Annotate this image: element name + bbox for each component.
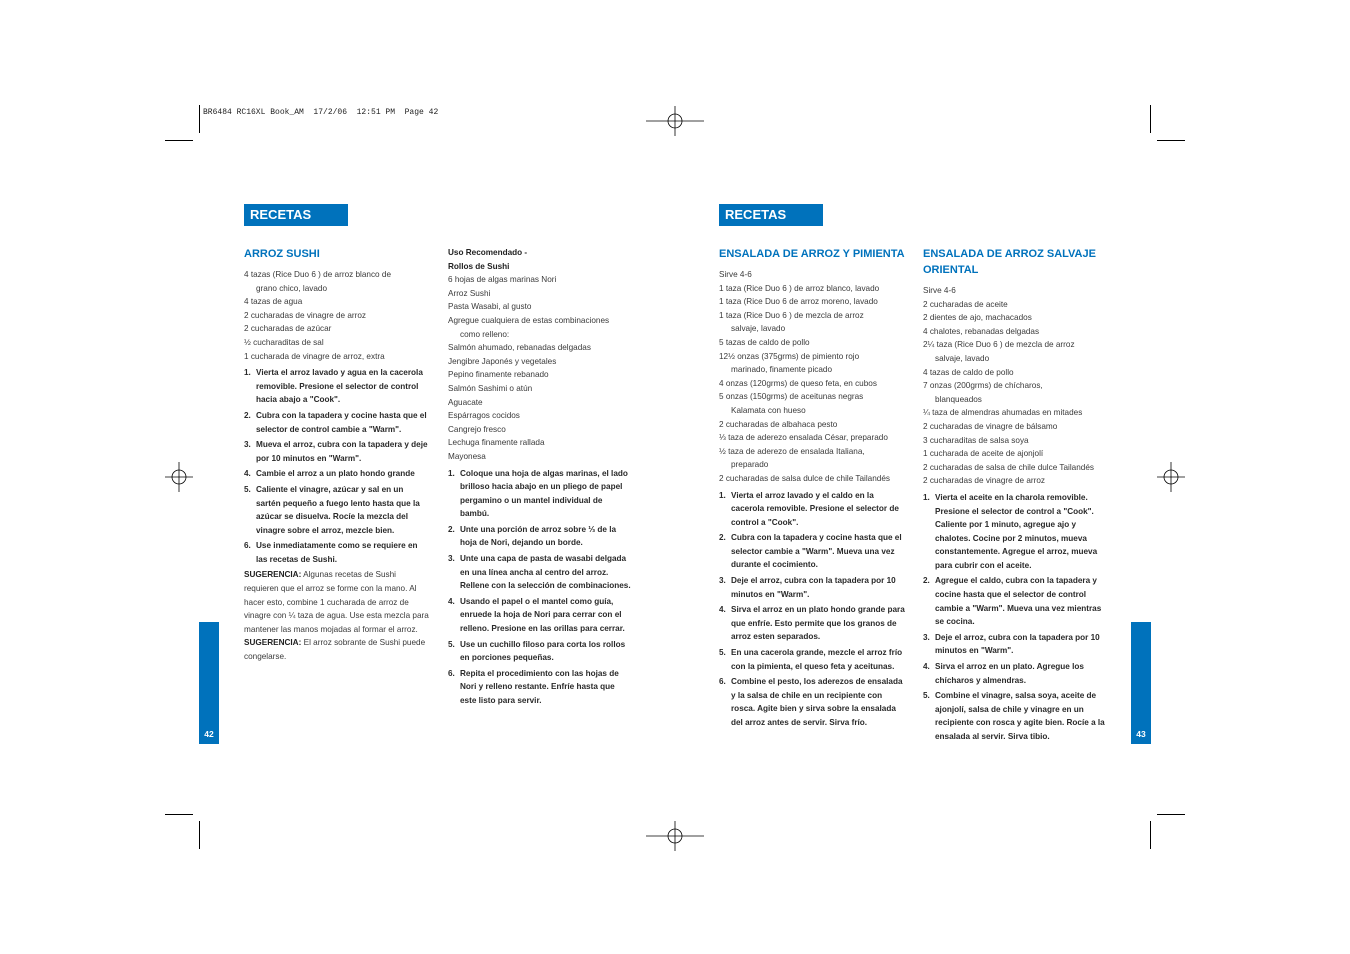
ingredient: Pasta Wasabi, al gusto [448,302,532,312]
step: 6. Combine el pesto, los aderezos de ensalada y la salsa de chile en un recipiente con rosca. Agite bien y sirva sobre la ensalada del arroz antes de servir. Sirva frío. [719,677,903,727]
step: 4. Sirva el arroz en un plato hondo grande para que enfríe. Esto permite que los granos de arroz esten separados. [719,605,905,642]
crop-mark [1157,814,1185,815]
step: 4. Sirva el arroz en un plato. Agregue los chícharos y almendras. [923,662,1084,685]
crop-mark [199,821,200,849]
ingredient: Espárragos cocidos [448,411,520,421]
step: 4. Usando el papel o el mantel como guía, enruede la hoja de Nori para cerrar con el relleno. Presione en las orillas para cerrar. [448,596,625,634]
crop-mark [1150,105,1151,133]
ingredient: Sirve 4-6 [719,270,752,279]
crop-mark [1150,821,1151,849]
ingredient: salvaje, lavado [731,324,786,334]
recipe-ensalada-salvaje [923,246,1109,746]
step: 5. En una cacerola grande, mezcle el arroz frío con la pimienta, el queso feta y aceitunas. [719,648,903,671]
ingredient: Jengibre Japonés y vegetales [448,356,557,366]
step: 3. Unte una capa de pasta de wasabi delgada en una línea ancha al centro del arroz. Rellene con la selección de combinaciones. [448,554,631,591]
ingredient: 2 cucharadas de azúcar [244,324,332,334]
step: 4. Cambie el arroz a un plato hondo grande [244,469,415,479]
ingredient: Lechuga finamente rallada [448,438,545,448]
step: 1. Coloque una hoja de algas marinas, el lado brilloso hacia abajo en un pliego de papel pergamino o un mantel individual de bambú. [448,468,628,519]
ingredient: Salmón ahumado, rebanadas delgadas [448,343,591,353]
page-sidebar [1131,622,1151,744]
ingredient: 6 hojas de algas marinas Nori [448,275,557,285]
ingredient: 7 onzas (200grms) de chícharos, [923,381,1043,391]
ingredient: Salmón Sashimi o atún [448,383,533,393]
ingredient: ½ cucharaditas de sal [244,337,324,347]
ingredient: 3 cucharaditas de salsa soya [923,435,1029,445]
ingredient: 2¼ taza (Rice Duo 6 ) de mezcla de arroz [923,340,1075,350]
ingredient: 2 dientes de ajo, machacados [923,313,1032,323]
ingredient: 12½ onzas (375grms) de pimiento rojo [719,351,860,361]
recipe-title: ENSALADA DE ARROZ Y PIMIENTA [719,248,905,260]
step: 3. Mueva el arroz, cubra con la tapadera y deje por 10 minutos en "Warm". [244,440,428,463]
ingredient: Arroz Sushi [448,288,491,298]
recipe-rollos-sushi [448,246,632,710]
registration-mark-icon [646,106,704,136]
ingredient: 1 taza (Rice Duo 6 ) de arroz blanco, lavado [719,283,880,293]
ingredient-list [448,273,632,463]
ingredient: 4 tazas de caldo de pollo [923,367,1014,377]
recipe-subtitle: Uso Recomendado - [448,248,528,257]
crop-mark [165,140,193,141]
tip: SUGERENCIA: Algunas recetas de Sushi requieren que el arroz se forme con la mano. Al hacer esto, combine 1 cucharada de arroz de vinagre con ¼ taza de agua. Use esta mezcla para mantener las manos mojadas al formar el arroz. [244,570,429,634]
ingredient: Sirve 4-6 [923,286,956,295]
ingredient-list [244,268,429,363]
ingredient: 1 cucharada de vinagre de arroz, extra [244,351,385,361]
ingredient: ½ taza de aderezo de ensalada Italiana, [719,446,865,456]
ingredient: 2 cucharadas de vinagre de arroz [244,310,366,320]
step: 3. Deje el arroz, cubra con la tapadera por 10 minutos en "Warm". [923,632,1100,656]
section-banner: RECETAS cont [719,204,823,226]
step: 1. Vierta el aceite en la charola removible. Presione el selector de control a "Cook". Caliente por 1 minuto, agregue ajo y chalotes. Cocine por 2 minutos, mueva constantemente. Agregue el arroz, mueva para cubrir con el aceite. [923,492,1098,570]
step: 6. Repita el procedimiento con las hojas de Nori y relleno restante. Enfríe hasta que este listo para servir. [448,668,619,705]
ingredient: marinado, finamente picado [731,365,833,375]
step: 5. Use un cuchillo filoso para corta los rollos en porciones pequeñas. [448,639,626,663]
ingredient: 5 onzas (150grms) de aceitunas negras [719,392,864,402]
step: 5. Caliente el vinagre, azúcar y sal en un sartén pequeño a fuego lento hasta que la azúcar se disuelva. Rocíe la mezcla del vinagre sobre el arroz, mezcle bien. [244,484,420,535]
ingredient: 1 cucharada de aceite de ajonjolí [923,449,1044,459]
step-list [244,366,429,566]
ingredient: 4 onzas (120grms) de queso feta, en cubos [719,378,877,388]
step: 1. Vierta el arroz lavado y el caldo en la cacerola removible. Presione el selector de control a "Cook". [719,490,899,527]
ingredient: 4 tazas de agua [244,297,303,307]
registration-mark-icon [165,462,193,492]
ingredient: 2 cucharadas de vinagre de bálsamo [923,421,1058,431]
recipe-subtitle: Rollos de Sushi [448,261,510,271]
step-list [448,467,632,708]
recipe-title: ENSALADA DE ARROZ SALVAJE ORIENTAL [923,248,1096,276]
recipe-arroz-sushi [244,246,429,664]
ingredient: 1 taza (Rice Duo 6 ) de mezcla de arroz [719,310,864,320]
step: 2. Cubra con la tapadera y cocine hasta que el selector de control cambie a "Warm". [244,410,427,434]
ingredient-list [923,284,1109,488]
step: 5. Combine el vinagre, salsa soya, aceite de ajonjolí, salsa de chile y vinagre en un recipiente con rosca y agite bien. Rocíe a la ensalada al servir. Sirva tibio. [923,691,1105,741]
registration-mark-icon [646,821,704,851]
recipe-title: ARROZ SUSHI [244,248,320,260]
registration-mark-icon [1157,462,1185,492]
ingredient: Pepino finamente rebanado [448,370,549,380]
step: 2. Unte una porción de arroz sobre ⅓ de la hoja de Nori, dejando un borde. [448,524,617,548]
ingredient: 5 tazas de caldo de pollo [719,337,810,347]
ingredient: salvaje, lavado [935,353,990,363]
step: 6. Use inmediatamente como se requiere en las recetas de Sushi. [244,541,418,564]
step: 1. Vierta el arroz lavado y agua en la cacerola removible. Presione el selector de control hacia abajo a "Cook". [244,368,423,405]
ingredient: 2 cucharadas de salsa de chile dulce Tailandés [923,462,1094,472]
ingredient: como relleno: [460,329,510,339]
crop-mark [165,814,193,815]
recipe-ensalada-pimienta [719,246,905,732]
ingredient: Cangrejo fresco [448,424,506,434]
ingredient: 4 tazas (Rice Duo 6 ) de arroz blanco de [244,270,391,279]
ingredient: Agregue cualquiera de estas combinaciones [448,315,610,325]
ingredient: ⅓ taza de aderezo ensalada César, preparado [719,433,888,443]
ingredient: preparado [731,460,769,470]
step: 3. Deje el arroz, cubra con la tapadera por 10 minutos en "Warm". [719,576,896,599]
ingredient: 2 cucharadas de vinagre de arroz [923,476,1045,486]
ingredient: grano chico, lavado [256,283,328,293]
page-number: 42 [204,729,214,739]
ingredient: Kalamata con hueso [731,405,806,415]
crop-mark [1157,140,1185,141]
crop-mark [199,105,200,133]
ingredient: 4 chalotes, rebanadas delgadas [923,326,1040,336]
ingredient: ¼ taza de almendras ahumadas en mitades [923,408,1083,418]
tip: SUGERENCIA: El arroz sobrante de Sushi puede congelarse. [244,638,426,662]
ingredient: 1 taza (Rice Duo 6 de arroz moreno, lavado [719,297,878,307]
ingredient-list [719,268,905,486]
ingredient: blanqueados [935,394,982,404]
step: 2. Cubra con la tapadera y cocine hasta que el selector cambie a "Warm". Mueva una vez durante el cocimiento. [719,533,902,570]
ingredient: 2 cucharadas de aceite [923,299,1008,309]
section-banner: RECETAS cont [244,204,348,226]
step: 2. Agregue el caldo, cubra con la tapadera y cocine hasta que el selector de control cambie a "Warm". Mueva una vez mientras se cocina. [923,576,1102,627]
page-number: 43 [1136,729,1146,739]
step-list [719,489,905,730]
ingredient: 2 cucharadas de salsa dulce de chile Tailandés [719,473,890,483]
print-slug: BR6484 RC16XL Book_AM 17/2/06 12:51 PM Page 42 [203,108,439,117]
page-sidebar [199,622,219,744]
ingredient: Aguacate [448,397,483,407]
step-list [923,491,1109,744]
ingredient: 2 cucharadas de albahaca pesto [719,419,838,429]
ingredient: Mayonesa [448,451,486,461]
